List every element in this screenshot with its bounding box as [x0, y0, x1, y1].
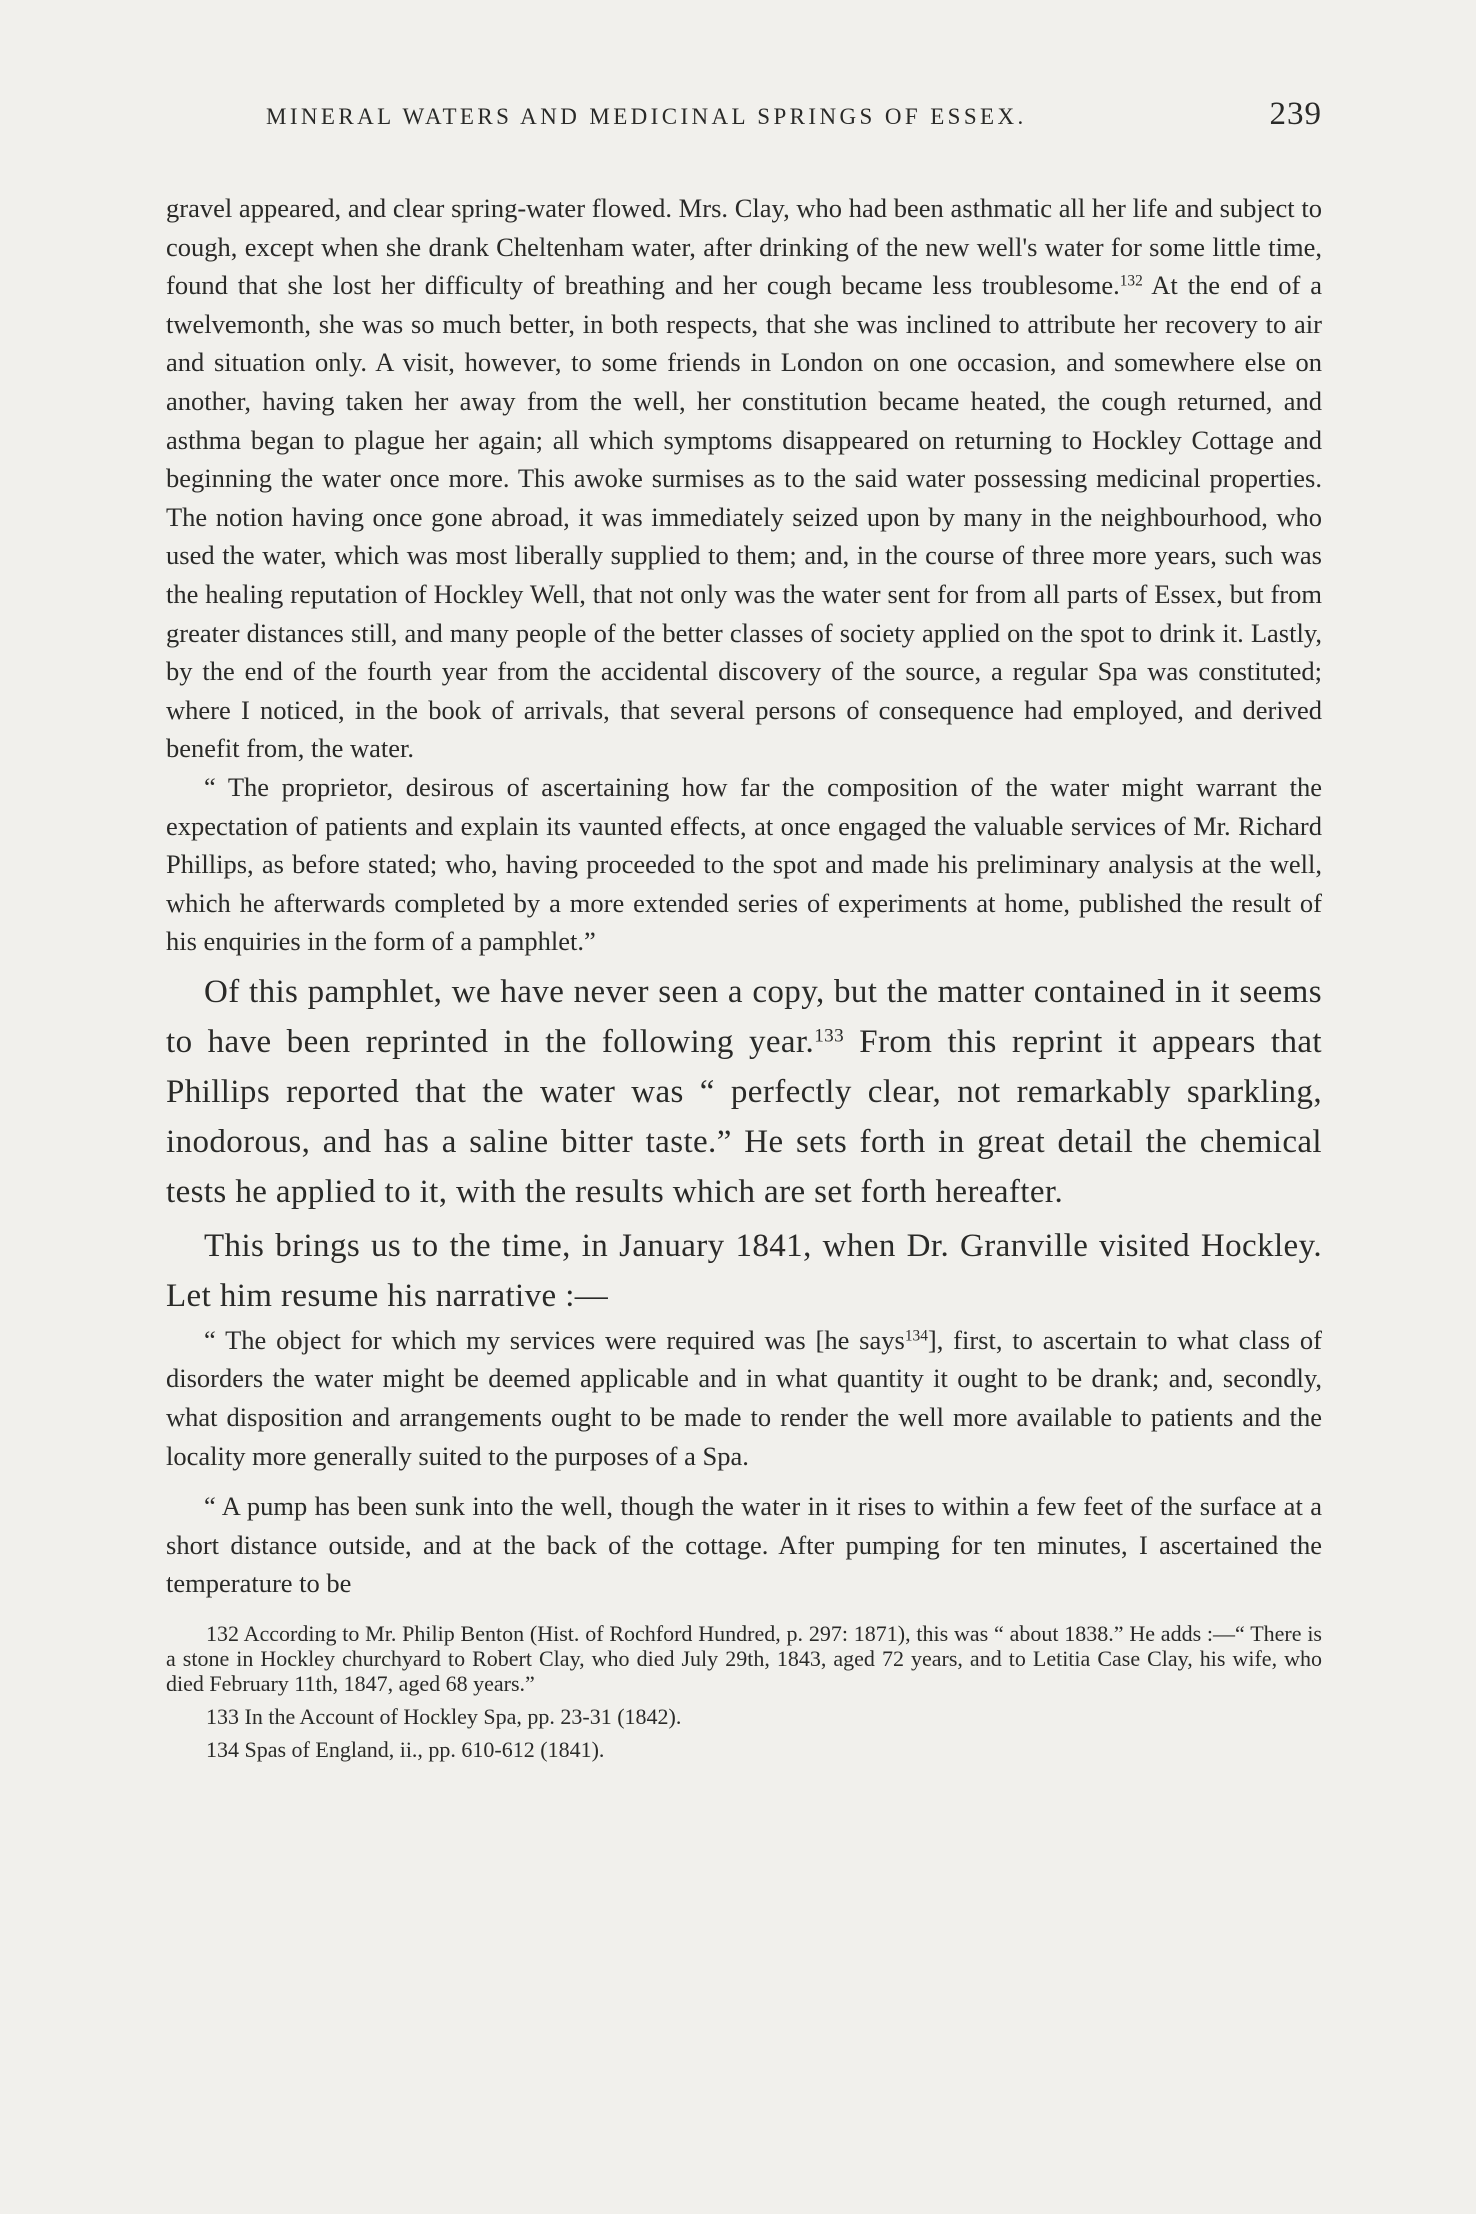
paragraph-pamphlet	[166, 967, 1322, 1217]
paragraph-granville-quote	[166, 1321, 1322, 1475]
main-text	[166, 189, 1322, 1603]
footnote-ref-133: 133	[814, 1025, 845, 1047]
paragraph-text: From this reprint it appears that Phillips reported that the water was “ perfectly clear, not remarkably sparkling, inodorous, and has a saline bitter taste.” He sets forth in great detail the chemical tests he applied to it, with the results which are set forth hereafter.	[166, 1023, 1322, 1210]
footnote-ref-134: 134	[904, 1327, 928, 1345]
footnote-134: 134 Spas of England, ii., pp. 610-612 (1841).	[206, 1737, 605, 1763]
footnote-133: 133 In the Account of Hockley Spa, pp. 23-31 (1842).	[206, 1704, 682, 1730]
book-page	[166, 96, 1322, 1770]
paragraph-text: gravel appeared, and clear spring-water flowed. Mrs. Clay, who had been asthmatic all her life and subject to cough, except when she drank Cheltenham water, after drinking of the new well's water for some little time, found that she lost her difficulty of breathing and her cough became less troublesome.	[166, 193, 1322, 301]
paragraph-granville-visit: This brings us to the time, in January 1841, when Dr. Granville visited Hockley. Let him resume his narrative :—	[166, 1227, 1322, 1314]
paragraph-text: At the end of a twelvemonth, she was so much better, in both respects, that she was inclined to attribute her recovery to air and situation only. A visit, however, to some friends in London on one occasion, and somewhere else on another, having taken her away from the well, her constitution became heated, the cough returned, and asthma began to plague her again; all which symptoms disappeared on returning to Hockley Cottage and beginning the water once more. This awoke surmises as to the said water possessing medicinal properties. The notion having once gone abroad, it was immediately seized upon by many in the neighbourhood, who used the water, which was most liberally supplied to them; and, in the course of three more years, such was the healing reputation of Hockley Well, that not only was the water sent for from all parts of Essex, but from greater distances still, and many people of the better classes of society applied on the spot to drink it. Lastly, by the end of the fourth year from the accidental discovery of the source, a regular Spa was constituted; where I noticed, in the book of arrivals, that several persons of consequence had employed, and derived benefit from, the water.	[166, 270, 1322, 764]
paragraph-pump: “ A pump has been sunk into the well, though the water in it rises to within a few feet of the surface at a short distance outside, and at the back of the cottage. After pumping for ten minutes, I ascertained the temperature to be	[166, 1491, 1322, 1599]
footnotes	[166, 1621, 1322, 1762]
paragraph-text: “ The object for which my services were required was [he says	[204, 1324, 905, 1355]
footnote-ref-132: 132	[1119, 272, 1143, 290]
running-title: MINERAL WATERS AND MEDICINAL SPRINGS OF ESSEX.	[266, 104, 1027, 129]
footnote-132: 132 According to Mr. Philip Benton (Hist. of Rochford Hundred, p. 297: 1871), this was “ about 1838.” He adds :—“ There is a stone in Hockley churchyard to Robert Clay, who died July 29th, 1843, aged 72 years, and to Letitia Case Clay, his wife, who died February 11th, 1847, aged 68 years.”	[166, 1621, 1322, 1697]
page-header	[166, 96, 1322, 133]
paragraph-spring-discovery	[166, 189, 1322, 768]
paragraph-text: ], first, to ascertain to what class of disorders the water might be deemed applicable and in what quantity it ought to be drank; and, secondly, what disposition and arrangements ought to be made to render the well more available to patients and the locality more generally suited to the purposes of a Spa.	[166, 1324, 1323, 1471]
paragraph-text: Of this pamphlet, we have never seen a copy, but the matter contained in it seems to have been reprinted in the following year.	[166, 973, 1322, 1060]
page-number: 239	[1269, 96, 1322, 132]
paragraph-proprietor-quote: “ The proprietor, desirous of ascertaining how far the composition of the water might warrant the expectation of patients and explain its vaunted effects, at once engaged the valuable services of Mr. Richard Phillips, as before stated; who, having proceeded to the spot and made his preliminary analysis at the well, which he afterwards completed by a more extended series of experiments at home, published the result of his enquiries in the form of a pamphlet.”	[166, 771, 1322, 957]
